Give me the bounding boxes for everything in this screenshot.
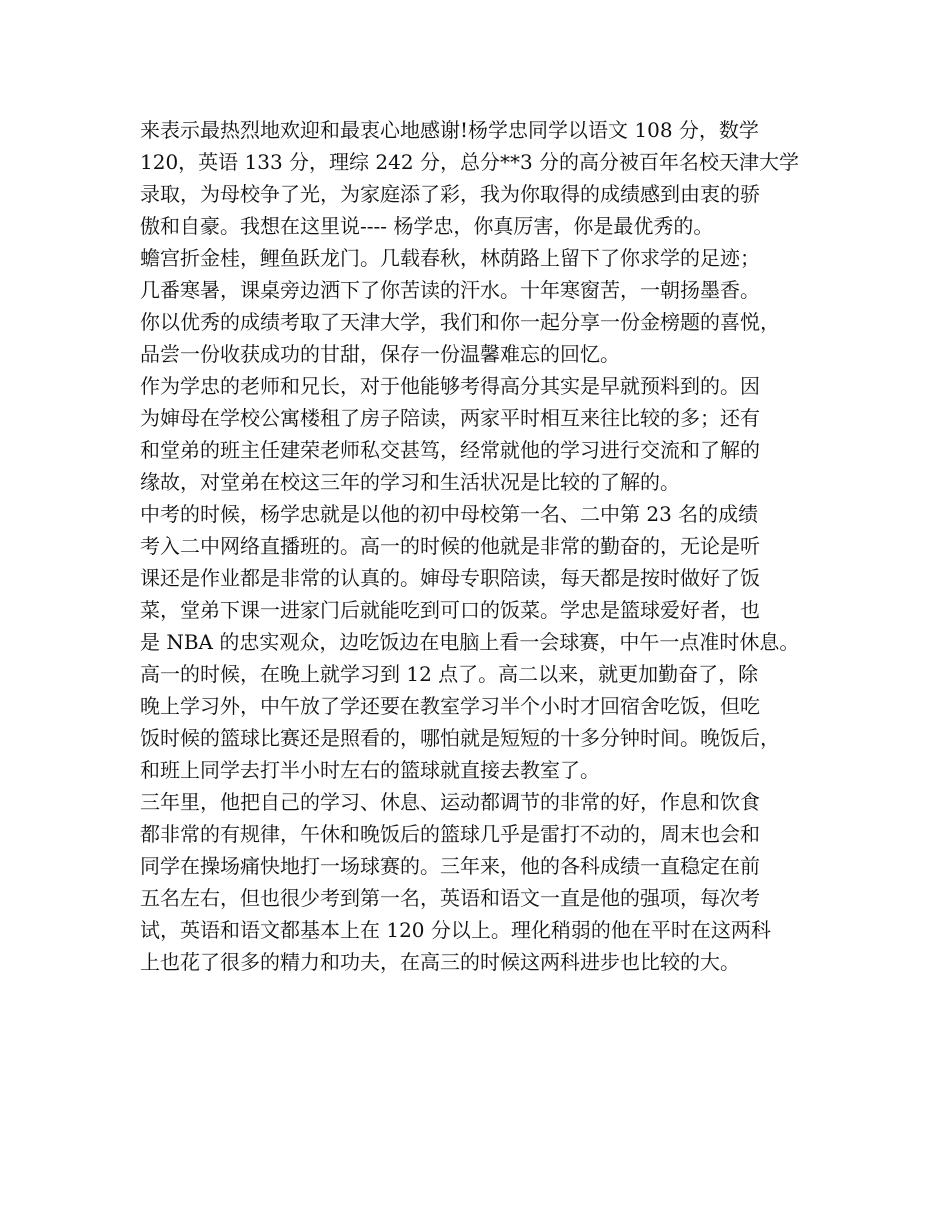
text-line: 试，英语和语文都基本上在 120 分以上。理化稍弱的他在平时在这两科	[140, 918, 771, 942]
text-line: 同学在操场痛快地打一场球赛的。三年来，他的各科成绩一直稳定在前	[140, 854, 760, 878]
text-line: 傲和自豪。我想在这里说---- 杨学忠，你真厉害，你是最优秀的。	[140, 214, 714, 238]
document-body	[140, 114, 830, 978]
text-line: 品尝一份收获成功的甘甜，保存一份温馨难忘的回忆。	[140, 342, 620, 366]
text-line: 菜，堂弟下课一进家门后就能吃到可口的饭菜。学忠是篮球爱好者，也	[140, 598, 760, 622]
text-line: 五名左右，但也很少考到第一名，英语和语文一直是他的强项，每次考	[140, 886, 760, 910]
text-line: 你以优秀的成绩考取了天津大学，我们和你一起分享一份金榜题的喜悦，	[140, 310, 780, 334]
paragraph-study-habits	[140, 498, 830, 786]
text-line: 上也花了很多的精力和功夫，在高三的时候这两科进步也比较的大。	[140, 950, 740, 974]
text-line: 和班上同学去打半小时左右的篮球就直接去教室了。	[140, 758, 600, 782]
text-line: 晚上学习外，中午放了学还要在教室学习半个小时才回宿舍吃饭，但吃	[140, 694, 760, 718]
paragraph-welcome	[140, 114, 830, 242]
text-line: 和堂弟的班主任建荣老师私交甚笃，经常就他的学习进行交流和了解的	[140, 438, 760, 462]
text-line: 都非常的有规律，午休和晚饭后的篮球几乎是雷打不动的，周末也会和	[140, 822, 760, 846]
paragraph-background	[140, 370, 830, 498]
text-line: 考入二中网络直播班的。高一的时候的他就是非常的勤奋的，无论是听	[140, 534, 760, 558]
text-line: 课还是作业都是非常的认真的。婶母专职陪读，每天都是按时做好了饭	[140, 566, 760, 590]
text-line: 来表示最热烈地欢迎和最衷心地感谢!杨学忠同学以语文 108 分，数学	[140, 118, 759, 142]
text-line: 是 NBA 的忠实观众，边吃饭边在电脑上看一会球赛，中午一点准时休息。	[140, 630, 800, 654]
text-line: 录取，为母校争了光，为家庭添了彩，我为你取得的成绩感到由衷的骄	[140, 182, 760, 206]
paragraph-congratulation	[140, 242, 830, 370]
text-line: 蟾宫折金桂，鲤鱼跃龙门。几载春秋，林荫路上留下了你求学的足迹；	[140, 246, 760, 270]
text-line: 120，英语 133 分，理综 242 分，总分**3 分的高分被百年名校天津大学	[140, 150, 800, 174]
text-line: 为婶母在学校公寓楼租了房子陪读，两家平时相互来往比较的多；还有	[140, 406, 760, 430]
text-line: 几番寒暑，课桌旁边洒下了你苦读的汗水。十年寒窗苦，一朝扬墨香。	[140, 278, 760, 302]
text-line: 中考的时候，杨学忠就是以他的初中母校第一名、二中第 23 名的成绩	[140, 502, 759, 526]
paragraph-three-years	[140, 786, 830, 978]
text-line: 高一的时候，在晚上就学习到 12 点了。高二以来，就更加勤奋了，除	[140, 662, 759, 686]
text-line: 缘故，对堂弟在校这三年的学习和生活状况是比较的了解的。	[140, 470, 680, 494]
text-line: 饭时候的篮球比赛还是照看的，哪怕就是短短的十多分钟时间。晚饭后，	[140, 726, 780, 750]
text-line: 三年里，他把自己的学习、休息、运动都调节的非常的好，作息和饮食	[140, 790, 760, 814]
text-line: 作为学忠的老师和兄长，对于他能够考得高分其实是早就预料到的。因	[140, 374, 760, 398]
